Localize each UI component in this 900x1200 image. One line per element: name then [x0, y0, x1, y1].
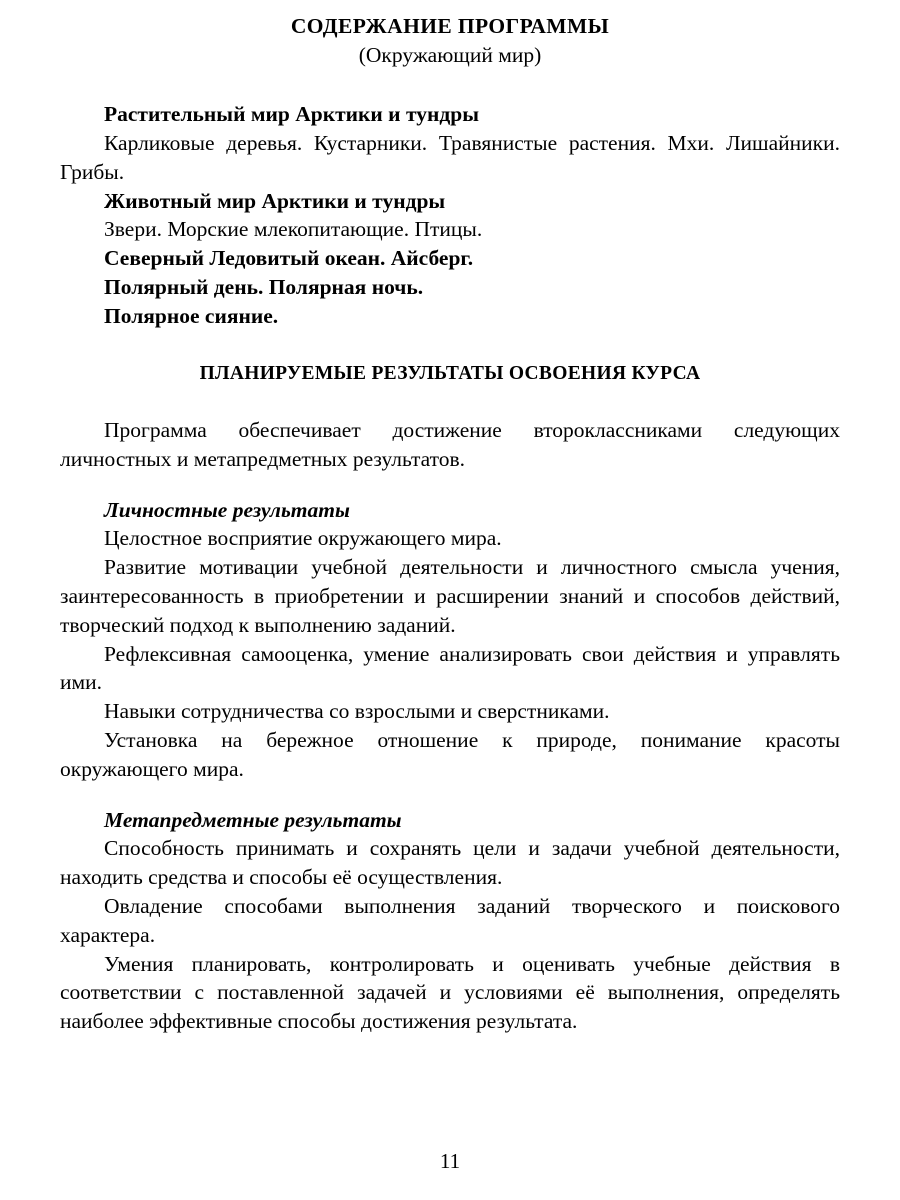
topic-heading-polar-day: Полярный день. Полярная ночь. — [104, 275, 424, 300]
spacer — [60, 331, 840, 361]
spacer — [60, 474, 840, 496]
meta-paragraph-3: Умения планировать, контролировать и оценивать учебные действия в соответствии с поставленной задачей и условиями её выполнения, определять наиболее эффективные способы достижения результата. — [60, 951, 840, 1034]
topic-body-plants: Карликовые деревья. Кустарники. Травянистые растения. Мхи. Лишайники. Грибы. — [60, 131, 840, 184]
spacer — [60, 784, 840, 806]
section-title-results: ПЛАНИРУЕМЫЕ РЕЗУЛЬТАТЫ ОСВОЕНИЯ КУРСА — [199, 362, 701, 384]
personal-paragraph-3: Рефлексивная самооценка, умение анализировать свои действия и управлять ими. — [60, 641, 840, 695]
subsection-heading-personal: Личностные результаты — [104, 497, 350, 522]
meta-paragraph-2: Овладение способами выполнения заданий творческого и поискового характера. — [60, 893, 840, 947]
personal-paragraph-2: Развитие мотивации учебной деятельности и личностного смысла учения, заинтересованность в приобретении и расширении знаний и способов действий, творческий подход к выполнению заданий. — [60, 555, 840, 637]
page-number: 11 — [439, 1149, 461, 1173]
page-title: СОДЕРЖАНИЕ ПРОГРАММЫ — [290, 14, 610, 38]
topic-heading-animals: Животный мир Арктики и тундры — [104, 188, 446, 213]
spacer — [60, 386, 840, 416]
meta-paragraph-1: Способность принимать и сохранять цели и задачи учебной деятельности, находить средства и способы её осуществления. — [60, 836, 840, 890]
intro-paragraph: Программа обеспечивает достижение второклассниками следующих личностных и метапредметных результатов. — [60, 418, 840, 471]
topic-heading-aurora: Полярное сияние. — [104, 303, 279, 328]
personal-paragraph-4: Навыки сотрудничества со взрослыми и сверстниками. — [104, 699, 610, 724]
topic-heading-plants: Растительный мир Арктики и тундры — [104, 102, 479, 127]
personal-paragraph-5: Установка на бережное отношение к природе, понимание красоты окружающего мира. — [60, 727, 840, 781]
topic-body-animals: Звери. Морские млекопитающие. Птицы. — [104, 217, 483, 242]
page-subtitle: (Окружающий мир) — [358, 43, 542, 68]
subsection-heading-meta: Метапредметные результаты — [104, 807, 402, 832]
topic-heading-ocean: Северный Ледовитый океан. Айсберг. — [104, 246, 474, 271]
personal-paragraph-1: Целостное восприятие окружающего мира. — [104, 526, 502, 551]
spacer — [60, 70, 840, 100]
